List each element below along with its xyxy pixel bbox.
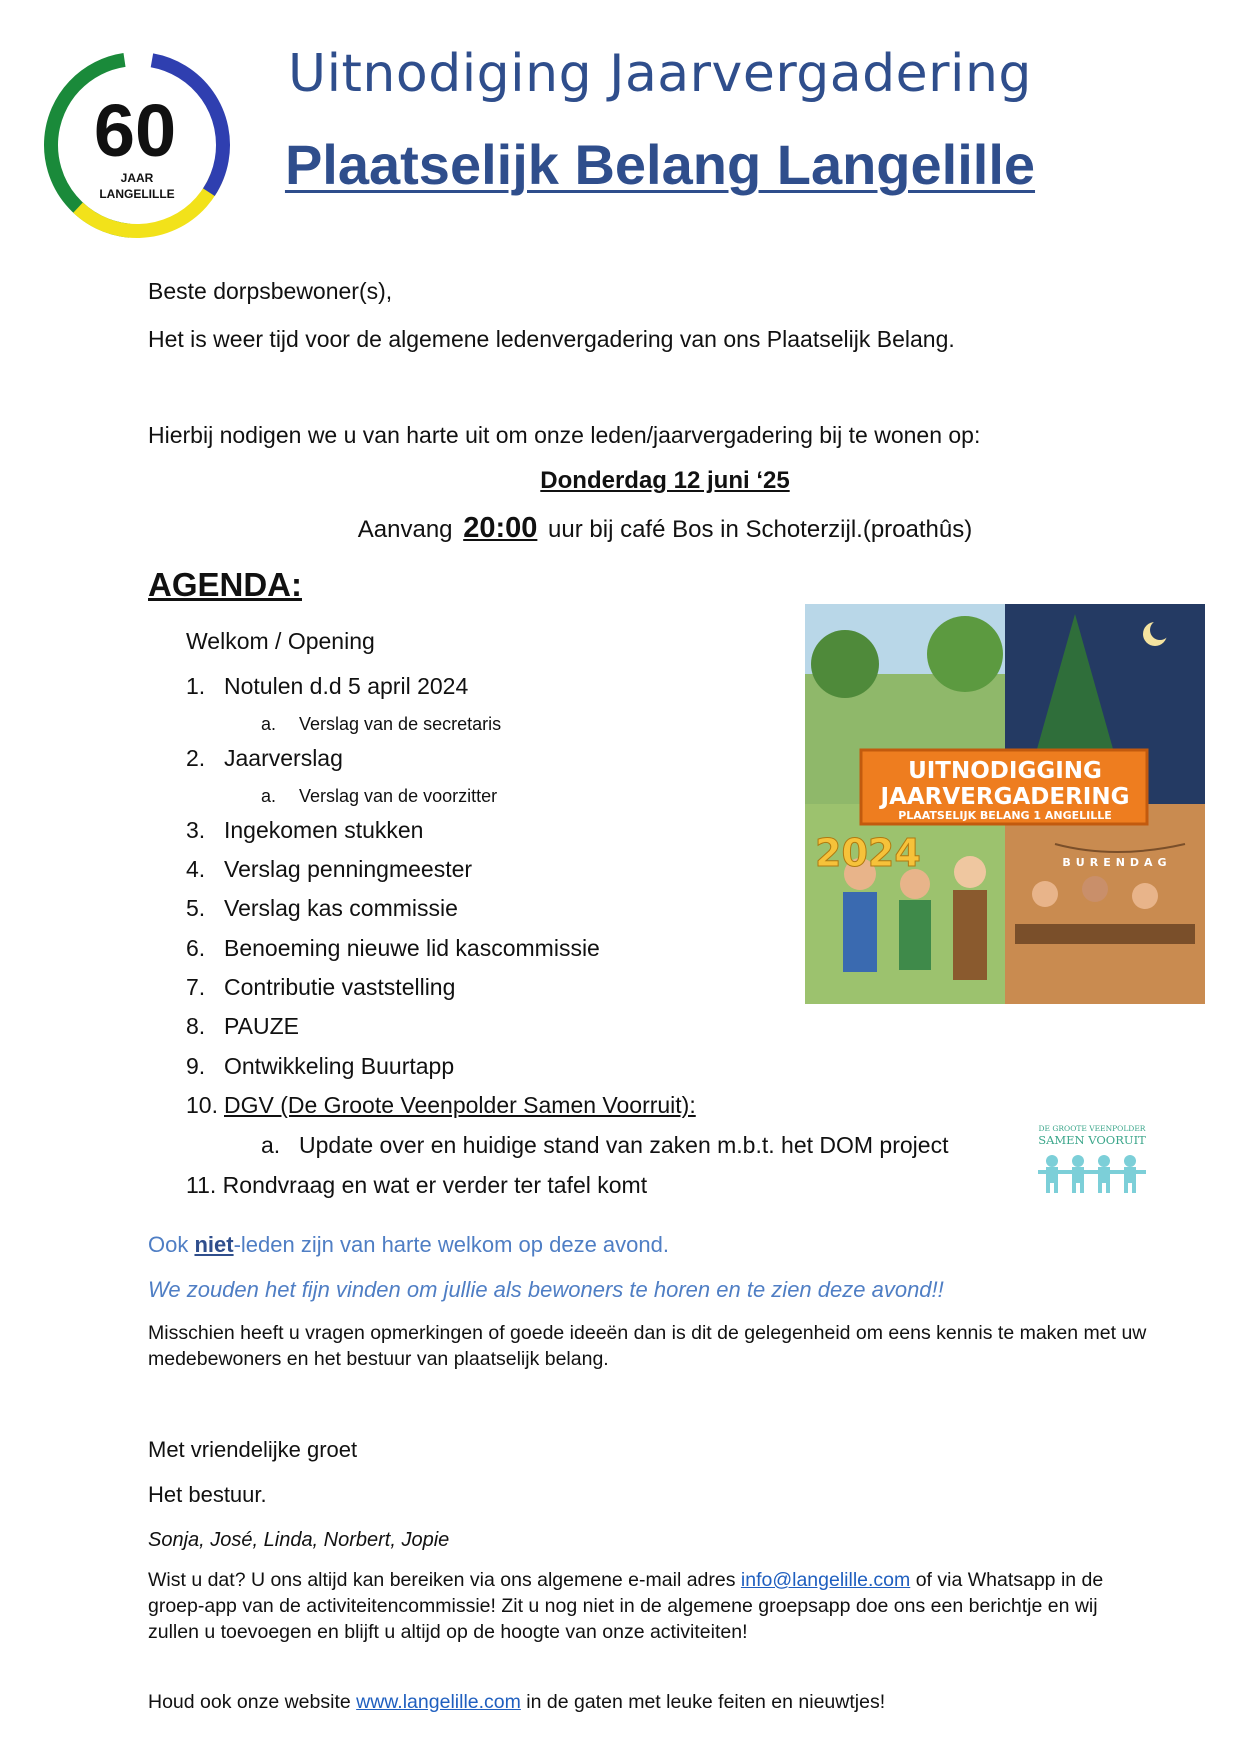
intro-line: Het is weer tijd voor de algemene ledenvergadering van ons Plaatselijk Belang. bbox=[148, 326, 955, 352]
website-link[interactable]: www.langelille.com bbox=[356, 1691, 521, 1713]
regards: Met vriendelijke groet bbox=[148, 1437, 358, 1462]
dgv-logo: DE GROOTE VEENPOLDER SAMEN VOORUIT bbox=[1030, 1124, 1154, 1206]
contact-paragraph: Wist u dat? U ons altijd kan bereiken via ons algemene e-mail adres info@langelille.com of via Whatsapp in de groep-app van de activiteitencommissie! Zit u nog niet in de algemene groepsapp doe ons een berichtje en wij zullen u toevoegen en blijft u altijd op de hoogte van onze activiteiten! bbox=[148, 1569, 1104, 1643]
agenda-item: 3. Ingekomen stukken bbox=[186, 817, 424, 843]
email-link[interactable]: info@langelille.com bbox=[740, 1569, 911, 1591]
poster-title-line-2: JAARVERGADERING bbox=[880, 784, 1130, 810]
agenda-item: 6. Benoeming nieuwe lid kascommissie bbox=[186, 935, 600, 961]
poster-year: 2024 bbox=[815, 831, 921, 875]
website-line: Houd ook onze website www.langelille.com in de gaten met leuke feiten en nieuwtjes! bbox=[148, 1691, 886, 1713]
non-members-welcome: Ook niet-leden zijn van harte welkom op deze avond. bbox=[148, 1232, 669, 1257]
agenda-item: 11. Rondvraag en wat er verder ter tafel komt bbox=[186, 1172, 648, 1198]
agenda-item: 1. Notulen d.d 5 april 2024 bbox=[186, 673, 469, 699]
agenda-heading: AGENDA: bbox=[148, 566, 302, 603]
agenda-item: 4. Verslag penningmeester bbox=[186, 856, 473, 882]
poster-subtitle: PLAATSELIJK BELANG 1 ANGELILLE bbox=[898, 809, 1112, 822]
greeting: Beste dorpsbewoner(s), bbox=[148, 278, 393, 304]
board-names: Sonja, José, Linda, Norbert, Jopie bbox=[148, 1529, 450, 1551]
poster-bunting: BURENDAG bbox=[1062, 856, 1172, 869]
closing-paragraph: Misschien heeft u vragen opmerkingen of goede ideeën dan is dit de gelegenheid om eens kennis te maken met uw medebewoners en het bestuur van plaatselijk belang. bbox=[148, 1322, 1147, 1370]
agenda-subitem: a. Verslag van de secretaris bbox=[261, 714, 502, 734]
svg-text:JAAR: JAAR bbox=[120, 171, 154, 185]
agenda-item: 10. DGV (De Groote Veenpolder Samen Voorruit): bbox=[186, 1092, 696, 1118]
agenda-subitem: a. Verslag van de voorzitter bbox=[261, 786, 498, 806]
agenda-item: 7. Contributie vaststelling bbox=[186, 974, 456, 1000]
poster-title-line-1: UITNODIGGING bbox=[908, 758, 1102, 784]
agenda-item: 5. Verslag kas commissie bbox=[186, 895, 458, 921]
start-time: 20:00 bbox=[463, 512, 538, 544]
meeting-date: Donderdag 12 juni ‘25 bbox=[540, 467, 790, 494]
agenda-subitem: a. Update over en huidige stand van zaken m.b.t. het DOM project bbox=[261, 1132, 949, 1158]
logo-number: 60 bbox=[93, 89, 177, 172]
invitation-poster-image bbox=[805, 604, 1205, 1004]
people-chain-icon bbox=[1030, 1147, 1154, 1197]
agenda-item: 9. Ontwikkeling Buurtapp bbox=[186, 1053, 455, 1079]
board-signature: Het bestuur. bbox=[148, 1482, 267, 1507]
agenda-item: 8. PAUZE bbox=[186, 1013, 299, 1039]
sixty-years-logo bbox=[40, 48, 234, 242]
invitation-line: Hierbij nodigen we u van harte uit om onze leden/jaarvergadering bij te wonen op: bbox=[148, 422, 981, 448]
page-subtitle: Plaatselijk Belang Langelille bbox=[284, 133, 1036, 196]
closing-italic: We zouden het fijn vinden om jullie als bewoners te horen en te zien deze avond!! bbox=[148, 1277, 944, 1302]
agenda-opening: Welkom / Opening bbox=[186, 628, 375, 654]
page-title: Uitnodiging Jaarvergadering bbox=[288, 44, 1032, 104]
svg-text:LANGELILLE: LANGELILLE bbox=[99, 187, 175, 201]
meeting-time: Aanvang 20:00 uur bij café Bos in Schoterzijl.(proathûs) bbox=[357, 512, 973, 544]
agenda-item: 2. Jaarverslag bbox=[186, 745, 343, 771]
